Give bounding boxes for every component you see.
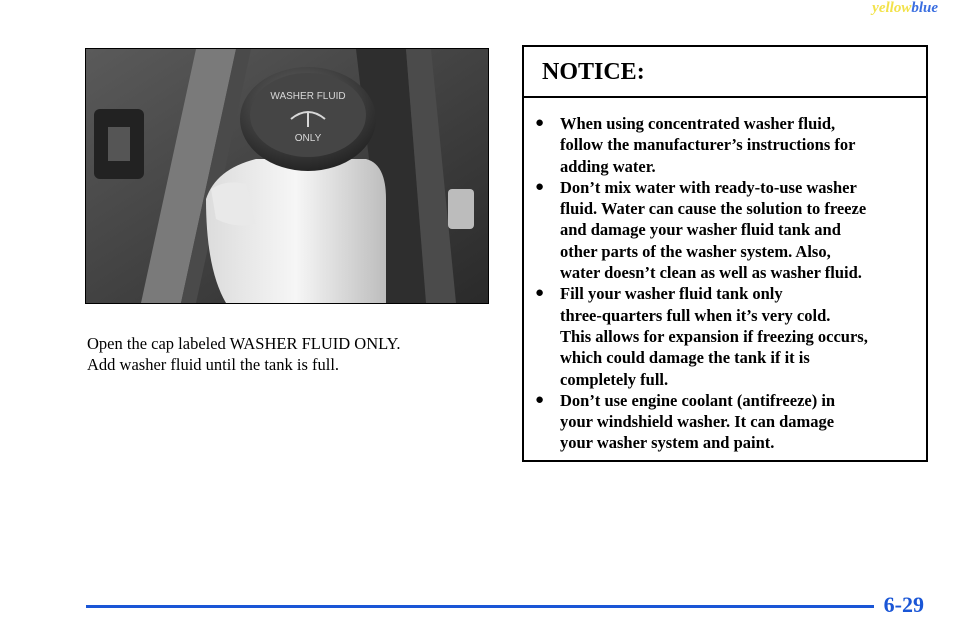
brand-mark: [872, 0, 938, 17]
instruction-text: [87, 333, 507, 375]
notice-title: NOTICE:: [524, 47, 926, 98]
notice-line: Don’t use engine coolant (antifreeze) in: [560, 390, 836, 410]
notice-line: your washer system and paint.: [560, 433, 775, 453]
notice-line: three-quarters full when it’s very cold.: [560, 305, 831, 325]
instruction-line-1: Open the cap labeled WASHER FLUID ONLY.: [87, 334, 401, 353]
notice-line: adding water.: [560, 156, 656, 176]
notice-line: water doesn’t clean as well as washer fluid.: [560, 263, 862, 283]
notice-line: your windshield washer. It can damage: [560, 412, 835, 432]
notice-item: [524, 177, 914, 283]
washer-reservoir-illustration: [86, 49, 488, 303]
notice-item: [524, 283, 914, 389]
notice-line: This allows for expansion if freezing occurs,: [560, 326, 868, 346]
cap-label-top: WASHER FLUID: [270, 91, 346, 102]
notice-line: Fill your washer fluid tank only: [560, 284, 783, 304]
brand-blue: blue: [911, 0, 938, 16]
notice-box: [522, 45, 928, 462]
washer-fluid-photo: [85, 48, 489, 304]
notice-list: [524, 98, 926, 454]
instruction-line-2: Add washer fluid until the tank is full.: [87, 355, 340, 374]
brand-yellow: yellow: [872, 0, 912, 16]
footer-rule: [86, 605, 874, 608]
page-number: 6-29: [883, 592, 924, 617]
notice-line: fluid. Water can cause the solution to freeze: [560, 199, 867, 219]
notice-line: Don’t mix water with ready-to-use washer: [560, 177, 857, 197]
bullet-icon: ●: [535, 115, 545, 131]
bullet-icon: ●: [535, 285, 545, 302]
cap-label-bottom: ONLY: [294, 133, 322, 144]
notice-line: completely full.: [560, 369, 669, 389]
notice-item: [524, 113, 914, 177]
notice-line: and damage your washer fluid tank and: [560, 220, 841, 240]
bullet-icon: ●: [535, 391, 545, 408]
notice-line: When using concentrated washer fluid,: [560, 114, 836, 133]
notice-line: other parts of the washer system. Also,: [560, 241, 831, 261]
notice-line: which could damage the tank if it is: [560, 348, 810, 368]
bullet-icon: ●: [535, 178, 545, 195]
notice-line: follow the manufacturer’s instructions for: [560, 135, 856, 155]
notice-item: [524, 390, 914, 454]
